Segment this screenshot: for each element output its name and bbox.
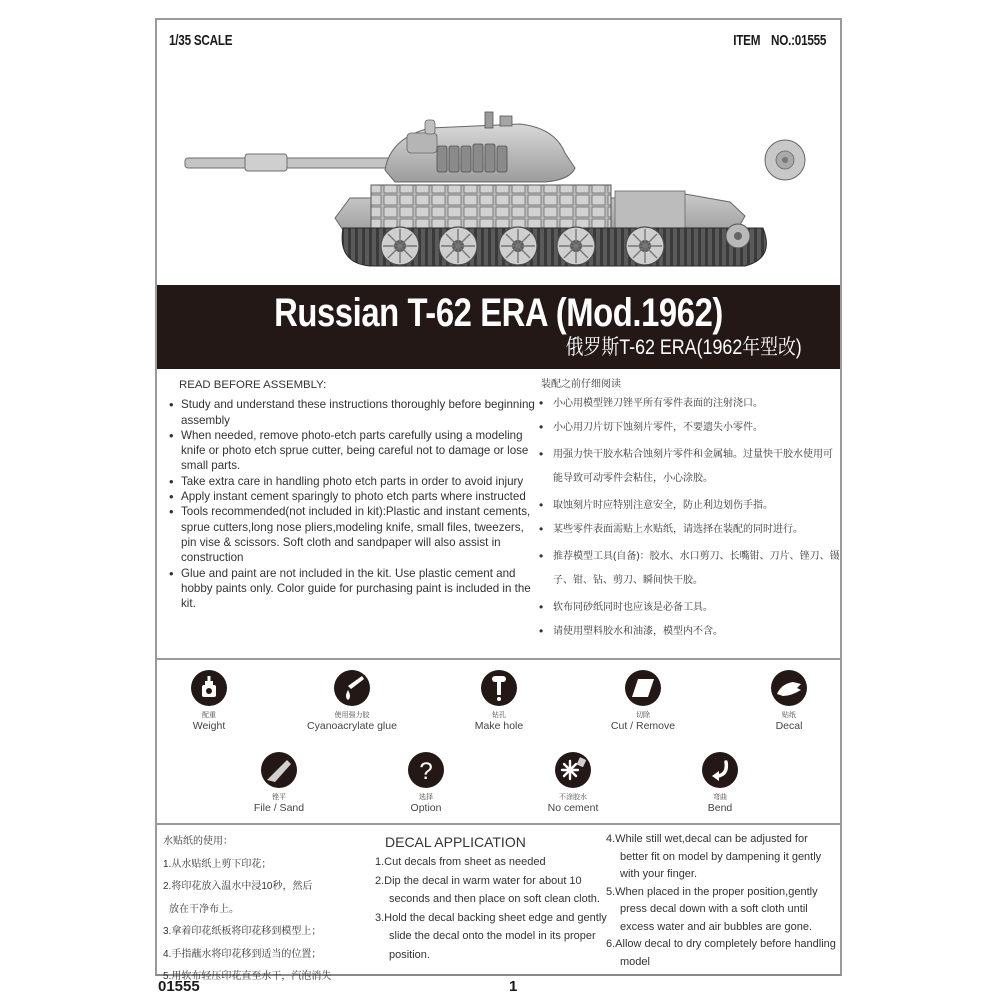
decal-step-cn: 5.用软布轻压印花直至水干，汽泡消失 [163, 971, 332, 982]
decal-step-en: 5.When placed in the proper position,gently press decal down with a soft cloth until excess water and air bubbles are gone. [606, 885, 818, 933]
instructions-chinese [535, 378, 840, 647]
decal-step-cn: 3.拿着印花纸板将印花移到模型上； [163, 926, 322, 937]
symbol-label-cn: 钻孔 [492, 712, 506, 719]
symbol-file-sand [219, 752, 339, 814]
decal-instructions-cn [163, 831, 368, 989]
instruction-item: • Apply instant cement sparingly to photo etch parts where instructed [161, 489, 536, 504]
option-icon [408, 752, 444, 788]
instruction-item-cn: • 请使用塑料胶水和油漆，模型内不含。 [535, 624, 840, 639]
instructions-heading-en: READ BEFORE ASSEMBLY: [179, 379, 327, 391]
decal-step-en: 2.Dip the decal in warm water for about 10 seconds and then place on soft clean cloth. [375, 874, 600, 905]
decal-heading-en: DECAL APPLICATION [385, 834, 526, 850]
symbol-label-en: Decal [775, 720, 803, 732]
instruction-item-cn: • 某些零件表面需贴上水贴纸，请选择在装配的同时进行。 [535, 522, 840, 537]
symbol-label-cn: 不涂胶水 [559, 794, 587, 801]
symbol-label-en: No cement [547, 802, 599, 814]
decal-instructions-en-col1 [375, 833, 607, 964]
symbol-bend [660, 752, 780, 814]
file-icon [261, 752, 297, 788]
svg-text:?: ? [419, 758, 433, 785]
symbol-label-cn: 切除 [636, 712, 650, 719]
instruction-item: • When needed, remove photo-etch parts carefully using a modeling knife or photo etch sprue cutter, being careful not to damage or lose small parts. [161, 428, 536, 474]
decal-application [157, 825, 840, 982]
symbol-label-cn: 弯曲 [713, 794, 727, 801]
decal-step-en: 3.Hold the decal backing sheet edge and gently slide the decal onto the model in its proper position. [375, 911, 607, 961]
instruction-page [155, 18, 842, 982]
footer-item-code: 01555 [158, 978, 200, 995]
instruction-item: • Study and understand these instructions thoroughly before beginning assembly [161, 397, 536, 428]
bend-icon [702, 752, 738, 788]
decal-step-cn: 放在干净布上。 [169, 903, 239, 915]
glue-icon [334, 670, 370, 706]
symbol-decal [729, 670, 849, 732]
decal-step-en: 6.Allow decal to dry completely before handling model [606, 938, 836, 968]
decal-heading-cn: 水贴纸的使用： [163, 836, 233, 847]
weight-icon [191, 670, 227, 706]
symbol-label-cn: 选择 [419, 794, 433, 801]
decal-step-cn: 4.手指蘸水将印花移到适当的位置； [163, 948, 322, 960]
no-cement-icon [555, 752, 591, 788]
instruction-item: • Tools recommended(not included in kit):Plastic and instant cements, sprue cutters,long nose pliers,modeling knife, small files, tweezers, pin vise & scissors. Soft cloth and sandpaper will also assist in construction [161, 504, 536, 565]
decal-step-en: 1.Cut decals from sheet as needed [375, 856, 546, 868]
instruction-item: • Glue and paint are not included in the kit. Use plastic cement and hobby paints only. Color guide for purchasing paint is included in the kit. [161, 566, 536, 612]
symbol-make-hole [439, 670, 559, 732]
symbol-cut [583, 670, 703, 732]
symbol-label-en: Cyanoacrylate glue [307, 720, 397, 732]
instruction-item: • Take extra care in handling photo etch parts in order to avoid injury [161, 474, 536, 489]
tank-illustration [175, 98, 825, 278]
decal-step-cn: 1.从水贴纸上剪下印花； [163, 858, 272, 870]
symbol-label-cn: 贴纸 [782, 712, 796, 719]
instruction-item-cn: • 用强力快干胶水粘合蚀刻片零件和金属轴。过量快干胶水使用可能导致可动零件会粘住，小心涂胶。 [535, 443, 840, 490]
symbol-label-en: File / Sand [253, 802, 305, 814]
symbol-label-en: Make hole [474, 720, 524, 732]
symbol-label-en: Cut / Remove [610, 720, 676, 732]
symbol-option [366, 752, 486, 814]
instruction-item-cn: • 推荐模型工具(自备)：胶水、水口剪刀、长嘴钳、刀片、锉刀、镊子、钳、钻、剪刀、瞬间快干胶。 [535, 545, 840, 592]
assembly-instructions [157, 372, 840, 658]
decal-step-en: 4.While still wet,decal can be adjusted for better fit on model by dampening it gently with your finger. [606, 833, 822, 880]
title-chinese: 俄罗斯T-62 ERA(1962年型改) [565, 336, 802, 359]
title-banner [157, 285, 840, 369]
scale-label: 1/35 SCALE [169, 32, 233, 49]
symbol-glue [292, 670, 412, 732]
page-number: 1 [509, 978, 518, 995]
symbol-label-en: Option [410, 802, 442, 814]
symbol-label-en: Weight [192, 720, 226, 732]
title-english: Russian T-62 ERA (Mod.1962) [274, 291, 723, 335]
symbol-weight [149, 670, 269, 732]
symbol-label-cn: 配重 [202, 712, 216, 719]
decal-step-cn: 2.将印花放入温水中浸10秒，然后 [163, 881, 313, 892]
instructions-list-cn [535, 396, 840, 639]
symbol-label-en: Bend [707, 802, 733, 814]
symbol-legend [157, 660, 840, 823]
instruction-item-cn: • 小心用刀片切下蚀刻片零件，不要遗失小零件。 [535, 420, 840, 435]
instructions-english [161, 378, 536, 611]
instructions-heading-cn: 装配之前仔细阅读 [541, 379, 621, 390]
instruction-item-cn: • 取蚀刻片时应特别注意安全，防止利边划伤手指。 [535, 498, 840, 513]
symbol-label-cn: 使用强力胶 [334, 712, 370, 719]
cut-icon [625, 670, 661, 706]
drill-icon [481, 670, 517, 706]
decal-icon [771, 670, 807, 706]
item-number: ITEM NO.:01555 [733, 32, 826, 49]
instruction-item-cn: • 软布同砂纸同时也应该是必备工具。 [535, 600, 840, 615]
instruction-item-cn: • 小心用模型锉刀锉平所有零件表面的注射浇口。 [535, 396, 840, 411]
symbol-label-cn: 锉平 [272, 794, 286, 801]
symbol-no-cement [513, 752, 633, 814]
decal-instructions-en-col2 [606, 831, 838, 971]
instructions-list-en [161, 397, 536, 611]
